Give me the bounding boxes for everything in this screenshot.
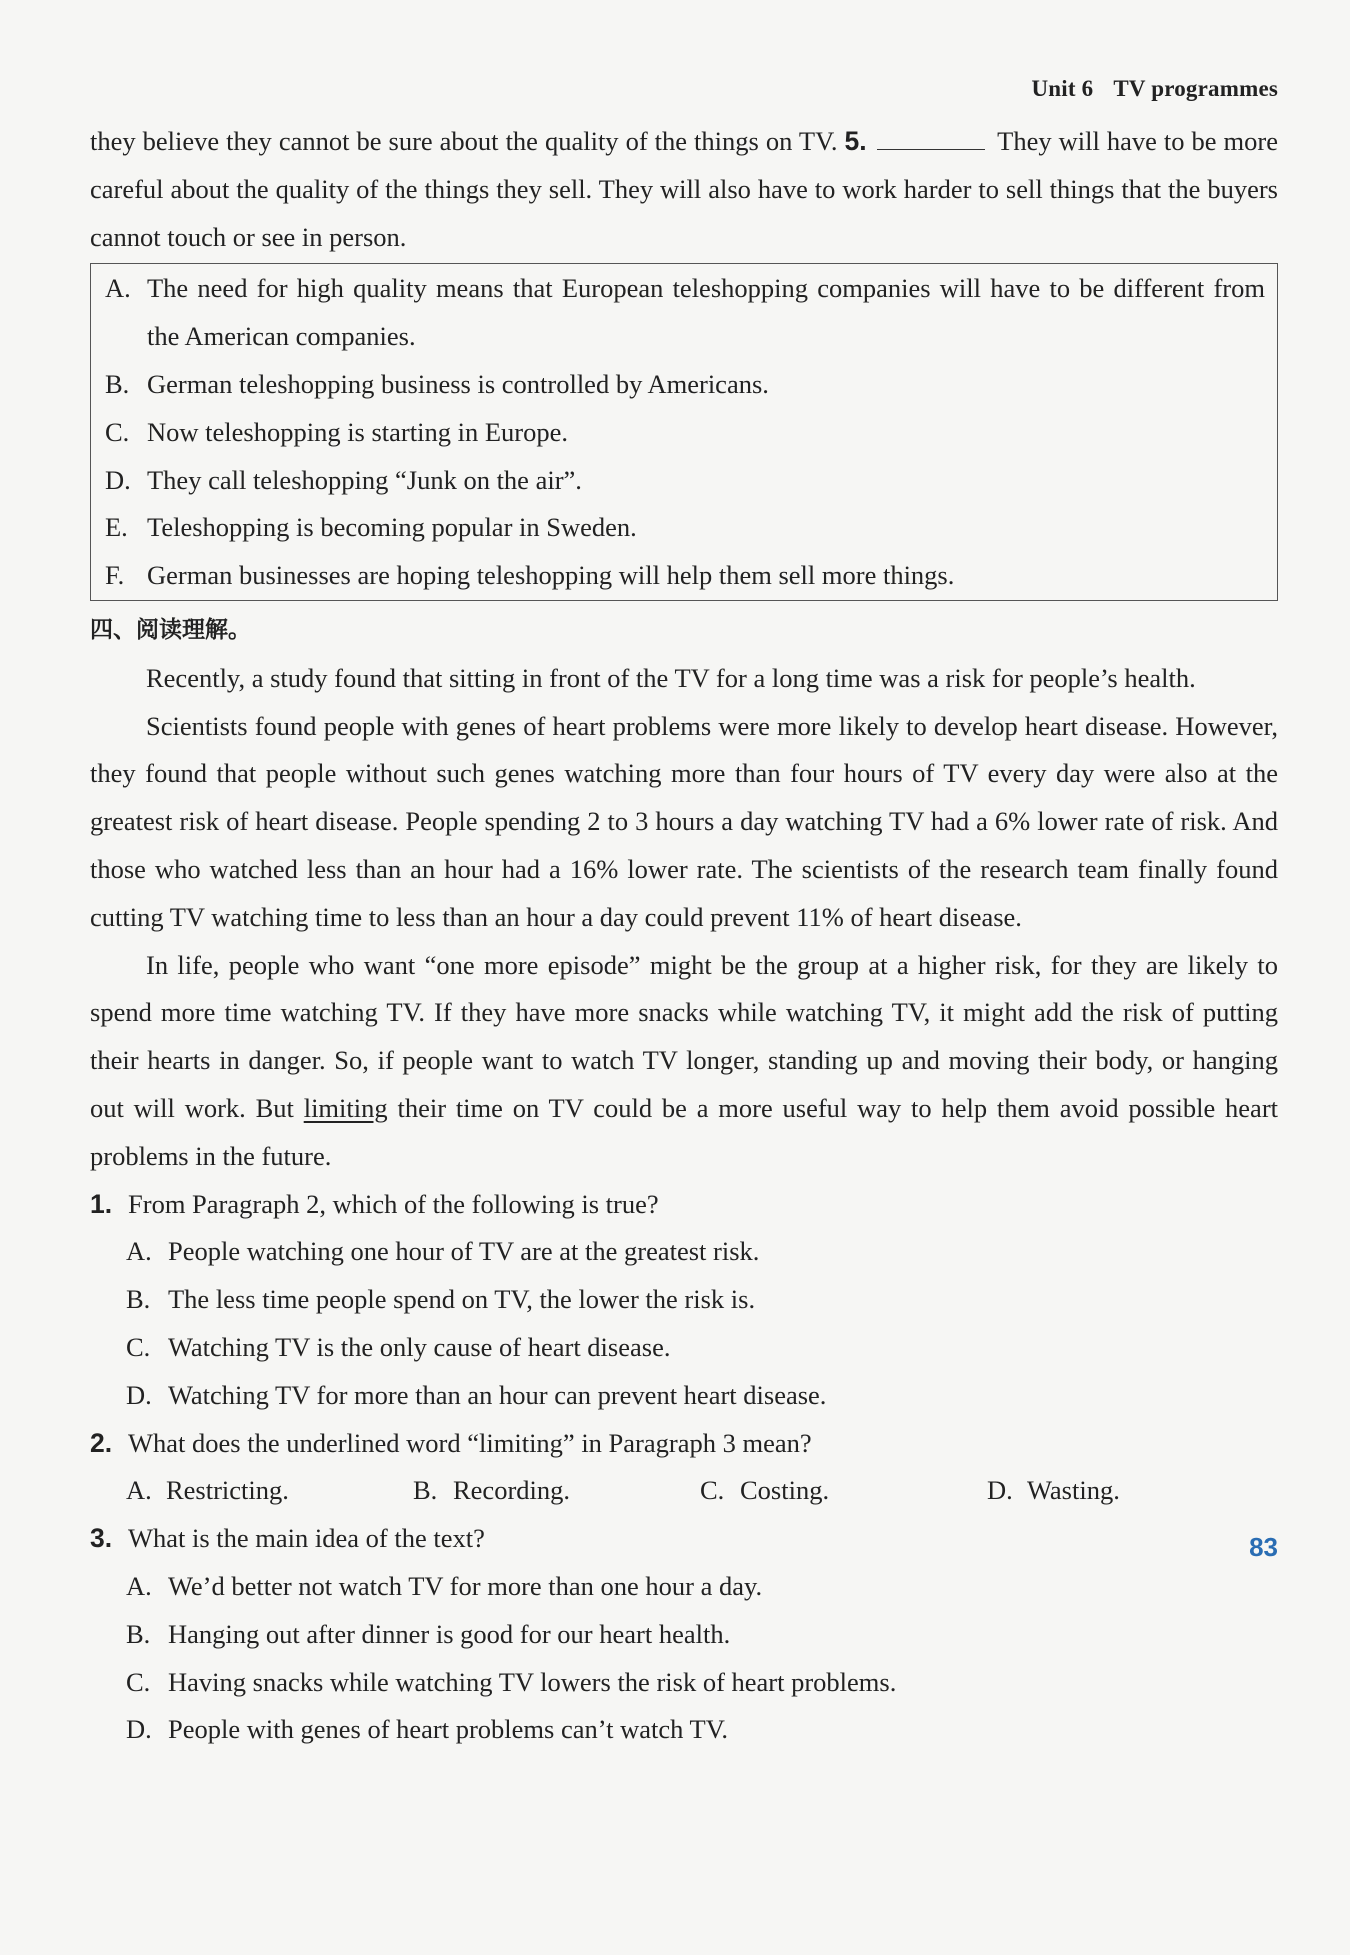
choice-a[interactable] (126, 1467, 413, 1515)
question-1-choices (90, 1228, 1278, 1419)
option-letter: A. (105, 273, 131, 304)
choice-text: The less time people spend on TV, the lower the risk is. (168, 1284, 756, 1315)
page-number: 83 (1249, 1532, 1278, 1562)
choice-letter: B. (126, 1618, 151, 1649)
choice-text: Wasting. (1027, 1475, 1120, 1506)
page-header (1031, 76, 1278, 102)
box-option (105, 361, 1265, 409)
choice-letter: C. (700, 1475, 725, 1506)
choice-text: People with genes of heart problems can’t watch TV. (168, 1714, 729, 1745)
unit-label: Unit 6 (1031, 76, 1094, 101)
choice-b[interactable] (413, 1467, 700, 1515)
choice-letter: D. (987, 1475, 1013, 1506)
choice-b[interactable] (126, 1611, 1278, 1659)
choice-letter: C. (126, 1331, 151, 1362)
passage-top (90, 118, 1278, 261)
question-number: 1. (90, 1188, 113, 1219)
choice-text: We’d better not watch TV for more than one hour a day. (168, 1570, 763, 1601)
option-text: They call teleshopping “Junk on the air”. (147, 464, 582, 495)
option-text: German teleshopping business is controlled by Americans. (147, 368, 769, 399)
choice-text: Recording. (453, 1475, 571, 1506)
reading-paragraph-2: Scientists found people with genes of heart problems were more likely to develop heart disease. However, they found that people without such genes watching more than four hours of TV every day were also at the greatest risk of heart disease. People spending 2 to 3 hours a day watching TV had a 6% lower rate of risk. And those who watched less than an hour had a 16% lower rate. The scientists of the research team finally found cutting TV watching time to less than an hour a day could prevent 11% of heart disease. (90, 710, 1278, 932)
question-2 (90, 1420, 1278, 1468)
choice-letter: C. (126, 1666, 151, 1697)
option-letter: E. (105, 512, 128, 543)
question-number: 2. (90, 1427, 113, 1458)
choice-text: People watching one hour of TV are at the greatest risk. (168, 1236, 760, 1267)
box-option (105, 457, 1265, 505)
question-3 (90, 1515, 1278, 1563)
option-text: Teleshopping is becoming popular in Sweden. (147, 512, 637, 543)
option-text: Now teleshopping is starting in Europe. (147, 416, 568, 447)
option-letter: B. (105, 368, 130, 399)
options-box (90, 263, 1278, 601)
answer-blank[interactable] (877, 129, 985, 150)
choice-d[interactable] (126, 1706, 1278, 1754)
choice-letter: B. (413, 1475, 438, 1506)
choice-text: Watching TV is the only cause of heart disease. (168, 1331, 671, 1362)
box-option (105, 409, 1265, 457)
choice-a[interactable] (126, 1563, 1278, 1611)
box-option (105, 504, 1265, 552)
choice-letter: D. (126, 1379, 152, 1410)
choice-text: Restricting. (166, 1475, 289, 1506)
choice-a[interactable] (126, 1228, 1278, 1276)
paragraph-3-part-b: their time on TV could be a more useful way to help them avoid possible heart problems in the future. (90, 1092, 1279, 1171)
choice-text: Having snacks while watching TV lowers the risk of heart problems. (168, 1666, 897, 1697)
question-text: What is the main idea of the text? (128, 1523, 485, 1554)
underlined-word: limiting (303, 1092, 388, 1123)
option-letter: C. (105, 416, 130, 447)
passage-top-before: they believe they cannot be sure about the quality of the things on TV. (90, 126, 838, 156)
question-number: 3. (90, 1523, 113, 1554)
page-content (90, 118, 1278, 1754)
choice-text: Hanging out after dinner is good for our heart health. (168, 1618, 731, 1649)
box-option (105, 265, 1265, 361)
choice-letter: A. (126, 1570, 152, 1601)
box-option (105, 552, 1265, 600)
unit-title: TV programmes (1113, 76, 1278, 101)
question-3-choices (90, 1563, 1278, 1754)
question-2-choices (90, 1467, 1278, 1515)
question-text: From Paragraph 2, which of the following is true? (128, 1188, 659, 1219)
reading-paragraph-1: Recently, a study found that sitting in front of the TV for a long time was a risk for people’s health. (146, 662, 1196, 693)
question-text: What does the underlined word “limiting” in Paragraph 3 mean? (128, 1427, 812, 1458)
choice-c[interactable] (126, 1659, 1278, 1707)
section-title: 四、阅读理解。 (90, 616, 251, 643)
choice-text: Watching TV for more than an hour can prevent heart disease. (168, 1379, 827, 1410)
choice-letter: D. (126, 1714, 152, 1745)
option-text: The need for high quality means that European teleshopping companies will have to be different from the American companies. (147, 273, 1265, 352)
reading-paragraph-3 (90, 942, 1278, 1181)
option-letter: D. (105, 464, 131, 495)
passage-top-after: They will have to be more careful about the quality of the things they sell. They will also have to work harder to sell things that the buyers cannot touch or see in person. (90, 126, 1279, 252)
choice-c[interactable] (126, 1324, 1278, 1372)
choice-c[interactable] (700, 1467, 987, 1515)
question-1 (90, 1181, 1278, 1229)
option-text: German businesses are hoping teleshopping will help them sell more things. (147, 560, 955, 591)
option-letter: F. (105, 560, 125, 591)
choice-b[interactable] (126, 1276, 1278, 1324)
choice-letter: A. (126, 1475, 152, 1506)
blank-number: 5. (844, 126, 867, 156)
choice-text: Costing. (740, 1475, 830, 1506)
choice-d[interactable] (987, 1467, 1274, 1515)
choice-letter: A. (126, 1236, 152, 1267)
choice-letter: B. (126, 1284, 151, 1315)
paragraph-3-part-a: In life, people who want “one more episode” might be the group at a higher risk, for they are likely to spend more time watching TV. If they have more snacks while watching TV, it might add the risk of putting their hearts in danger. So, if people want to watch TV longer, standing up and moving their body, or hanging out will work. But (90, 949, 1278, 1123)
choice-d[interactable] (126, 1372, 1278, 1420)
